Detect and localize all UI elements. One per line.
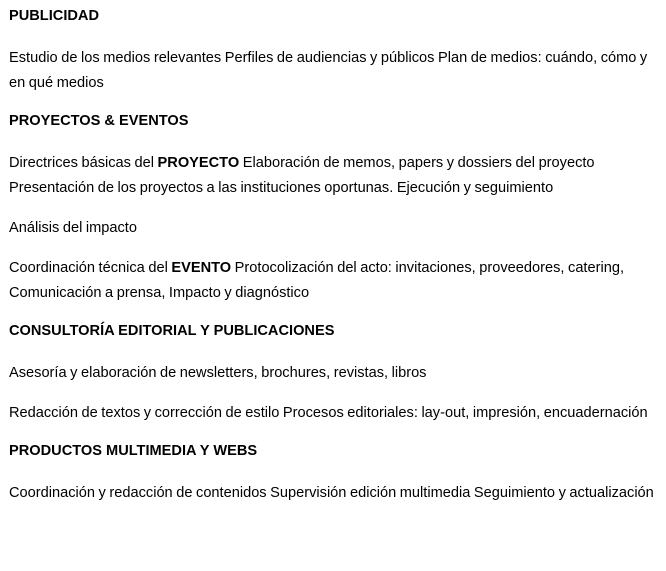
multimedia-paragraph: Coordinación y redacción de contenidos Supervisión edición multimedia Seguimiento y actualización: [9, 485, 654, 501]
proyecto-paragraph: [9, 151, 658, 201]
evento-paragraph: [9, 256, 658, 306]
proyecto-keyword: PROYECTO: [157, 155, 240, 171]
evento-text-pre: Coordinación técnica del: [9, 260, 172, 276]
proyecto-text-pre: Directrices básicas del: [9, 155, 158, 171]
analisis-paragraph: Análisis del impacto: [9, 220, 137, 236]
redaccion-paragraph: Redacción de textos y corrección de estilo Procesos editoriales: lay-out, impresión, encuadernación: [9, 405, 648, 421]
proyecto-text-post: Elaboración de memos, papers y dossiers del proyecto Presentación de los proyectos a las instituciones oportunas. Ejecución y seguimiento: [9, 155, 595, 196]
section-heading-proyectos-eventos: PROYECTOS & EVENTOS: [9, 113, 189, 129]
section-heading-consultoria: CONSULTORÍA EDITORIAL Y PUBLICACIONES: [9, 323, 335, 339]
evento-keyword: EVENTO: [171, 260, 232, 276]
asesoria-paragraph: Asesoría y elaboración de newsletters, brochures, revistas, libros: [9, 365, 427, 381]
section-heading-publicidad: PUBLICIDAD: [9, 8, 99, 24]
publicidad-paragraph: Estudio de los medios relevantes Perfiles de audiencias y públicos Plan de medios: cuándo, cómo y en qué medios: [9, 50, 648, 91]
evento-text-post: Protocolización del acto: invitaciones, proveedores, catering, Comunicación a prensa, Impacto y diagnóstico: [9, 260, 624, 301]
section-heading-multimedia: PRODUCTOS MULTIMEDIA Y WEBS: [9, 443, 258, 459]
